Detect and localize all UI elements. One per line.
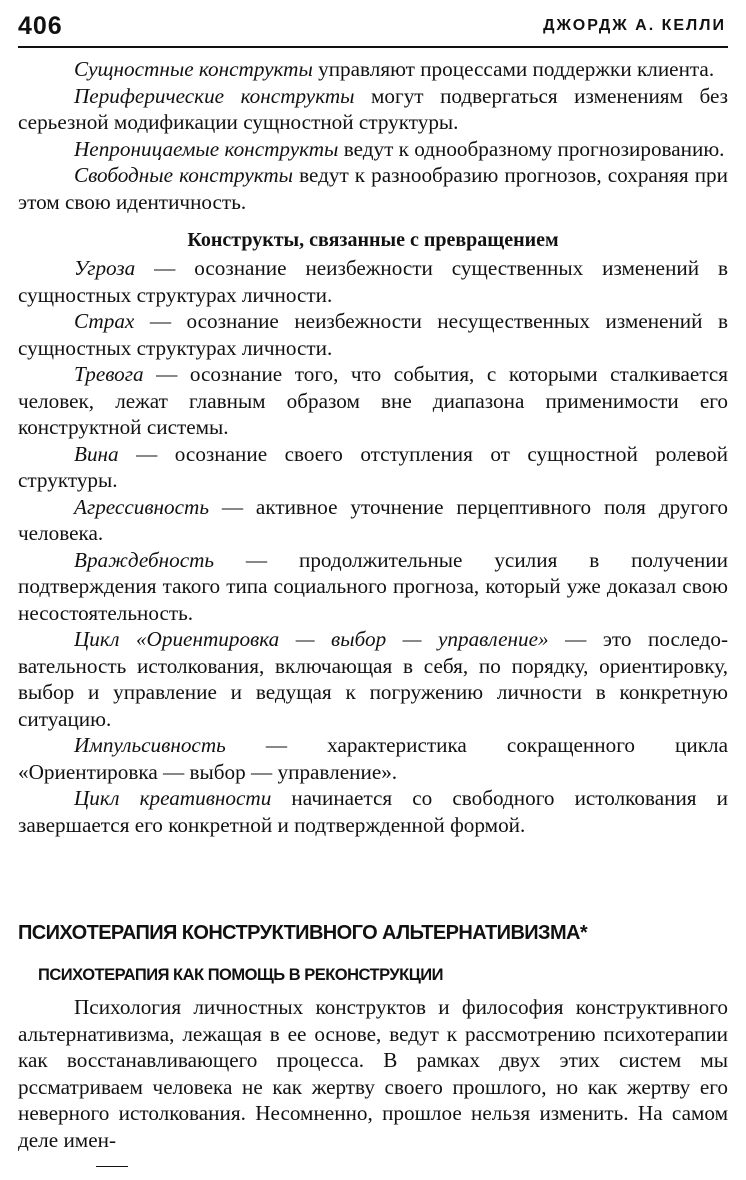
definition-text: могут подвергаться изменениям без серьезной модификации сущностной структуры. [18, 83, 729, 134]
section-heading: Конструкты, связанные с превращением [187, 229, 559, 251]
defined-term: Периферические конструкты [74, 83, 355, 108]
defined-term: Агрессивность [74, 494, 209, 519]
page-number: 406 [18, 12, 63, 40]
definition-paragraph [18, 361, 728, 441]
definition-paragraph [18, 162, 728, 215]
definition-paragraph [18, 441, 728, 494]
definition-paragraph [18, 626, 728, 732]
definition-text: ведут к разнообразию прогнозов, сохраняя при этом свою идентичность. [18, 163, 728, 214]
definition-text: ведут к однообразному прогнозированию. [338, 136, 725, 161]
definition-paragraph [18, 83, 728, 136]
running-head [18, 8, 728, 48]
definition-text: — продолжительные усилия в получении подтверждения такого типа социального прогноза, который уже доказал свою несостоятельность. [18, 547, 728, 625]
definition-paragraph [18, 136, 728, 163]
defined-term: Вина [74, 441, 119, 466]
defined-term: Импульсивность [74, 733, 226, 757]
defined-term: Угроза [74, 256, 136, 280]
defined-term: Страх [74, 309, 135, 333]
defined-term: Тревога [74, 362, 144, 386]
defined-term: Непроницаемые конструкты [74, 136, 339, 161]
definition-text: — характеристика сокращенного цикла «Ориентировка — выбор — управление». [18, 733, 728, 784]
definition-paragraph [18, 56, 728, 83]
chapter-heading: ПСИХОТЕРАПИЯ КОНСТРУКТИВНОГО АЛЬТЕРНАТИВИЗМА* [18, 922, 588, 944]
definition-text: начинается со свободного истолкования и завершается его конкретной и подтвержденной формой. [18, 786, 728, 837]
definition-paragraph [18, 785, 728, 838]
defined-term: Цикл креативности [74, 786, 272, 810]
definition-paragraph [18, 732, 728, 785]
main-text [18, 56, 728, 838]
definition-text: — осознание того, что события, с которыми сталкивается человек, лежат главным образом вне диапазона применимости его конструктной системы. [18, 362, 728, 439]
definition-text: управляют процессами поддержки клиента. [312, 57, 715, 81]
definition-text: — осознание неизбежности существенных изменений в сущностных структурах личности. [18, 256, 728, 307]
footnote-separator [96, 1166, 128, 1167]
definition-paragraph [18, 255, 728, 308]
definition-paragraph [18, 494, 728, 547]
defined-term: Свободные конструкты [74, 163, 294, 187]
defined-term: Цикл «Ориентировка — выбор — управление» [74, 627, 549, 651]
subsection-heading: ПСИХОТЕРАПИЯ КАК ПОМОЩЬ В РЕКОНСТРУКЦИИ [38, 966, 444, 984]
defined-term: Враждебность [74, 547, 215, 572]
running-title: ДЖОРДЖ А. КЕЛЛИ [543, 17, 726, 34]
definition-text: — активное уточнение перцептивного поля другого человека. [18, 494, 728, 545]
body-paragraph: Психология личностных конструктов и философия конструктивного альтернативизма, лежащая в ее основе, ведут к рассмотрению психотерапии как восстанавливающего процесса. В рамках двух этих систем мы рссматриваем человека не как жертву своего прошлого, но как жертву его неверного истолкования. Несомненно, прошлое нельзя изменить. На самом деле имен- [18, 995, 728, 1152]
definition-paragraph [18, 308, 728, 361]
closing-text [18, 994, 728, 1153]
definition-text: — осознание неизбежности несущественных изменений в сущностных структурах личности. [18, 309, 728, 360]
definition-text: — это последовательность истолкования, включающая в себя, по порядку, ориентировку, выбор и управление и ведущая к погружению личности в конкретную ситуацию. [18, 627, 728, 731]
definition-paragraph [18, 547, 728, 627]
defined-term: Сущностные конструкты [74, 57, 313, 81]
definition-text: — осознание своего отступления от сущностной ролевой структуры. [18, 441, 728, 492]
